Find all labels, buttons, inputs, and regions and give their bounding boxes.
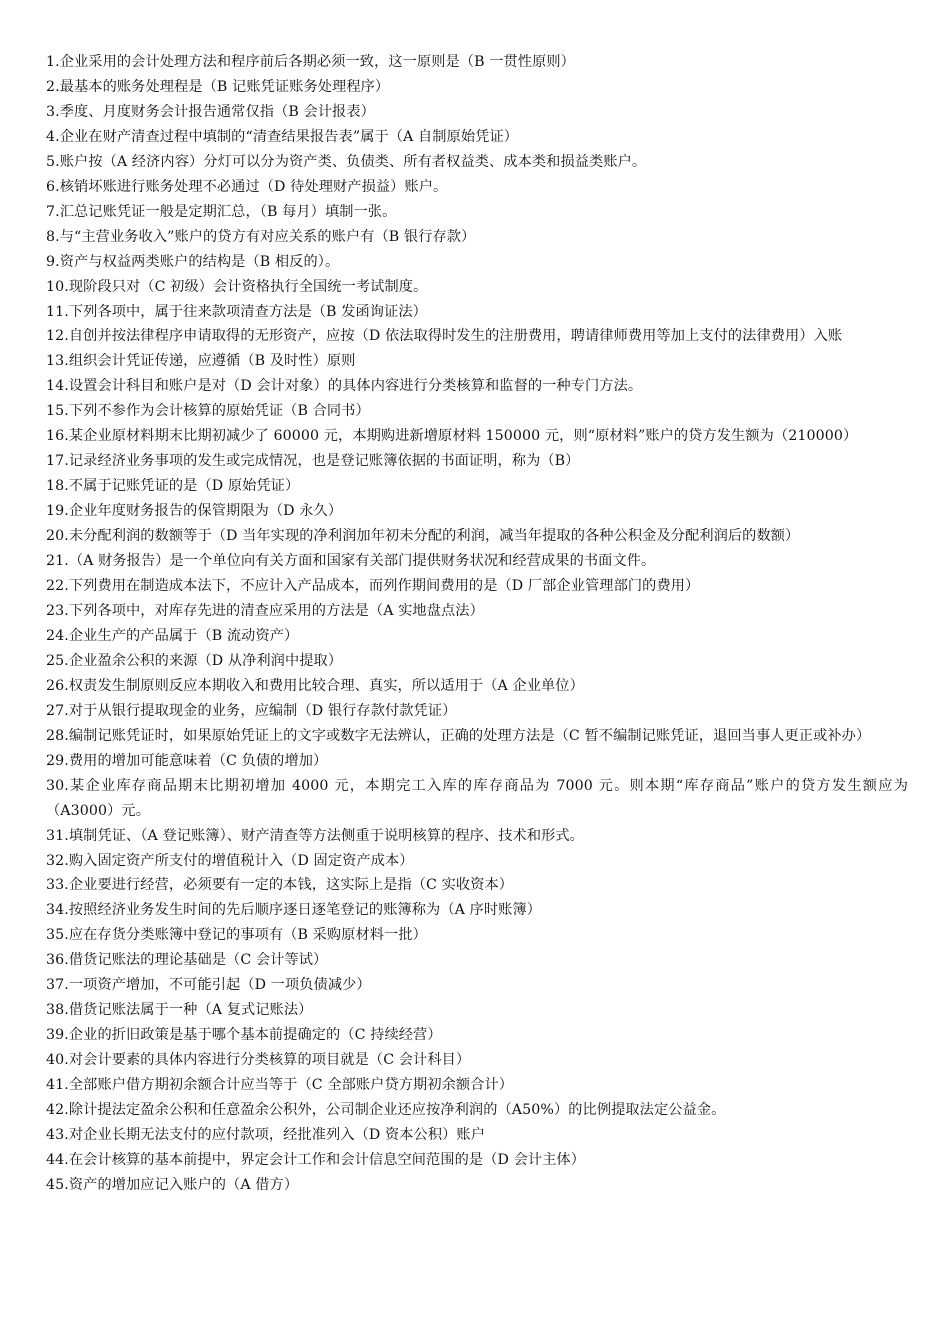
question-item: 11.下列各项中，属于往来款项清查方法是（B 发函询证法）	[46, 303, 427, 320]
question-item: 13.组织会计凭证传递，应遵循（B 及时性）原则	[46, 353, 356, 370]
question-item: 22.下列费用在制造成本法下，不应计入产品成本，而列作期间费用的是（D 厂部企业管理部门的费用）	[46, 578, 700, 595]
question-item: 12.自创并按法律程序申请取得的无形资产，应按（D 依法取得时发生的注册费用，聘请律师费用等加上支付的法律费用）入账	[46, 328, 843, 345]
question-item: 44.在会计核算的基本前提中，界定会计工作和会计信息空间范围的是（D 会计主体）	[46, 1151, 586, 1168]
question-item: 27.对于从银行提取现金的业务，应编制（D 银行存款付款凭证）	[46, 702, 457, 719]
question-item: 15.下列不参作为会计核算的原始凭证（B 合同书）	[46, 403, 370, 420]
question-item: 9.资产与权益两类账户的结构是（B 相反的）。	[46, 253, 340, 270]
question-item: 25.企业盈余公积的来源（D 从净利润中提取）	[46, 652, 343, 669]
question-item: 42.除计提法定盈余公积和任意盈余公积外，公司制企业还应按净利润的（A50%）的比例提取法定公益金。	[46, 1102, 726, 1119]
question-item: 36.借货记账法的理论基础是（C 会计等试）	[46, 952, 328, 969]
question-item: 33.企业要进行经营，必须要有一定的本钱，这实际上是指（C 实收资本）	[46, 877, 514, 894]
question-item: 37.一项资产增加，不可能引起（D 一项负债减少）	[46, 977, 371, 994]
question-list	[46, 50, 908, 1198]
question-item: 34.按照经济业务发生时间的先后顺序逐日逐笔登记的账簿称为（A 序时账簿）	[46, 902, 542, 919]
question-item: 7.汇总记账凭证一般是定期汇总，（B 每月）填制一张。	[46, 203, 397, 220]
question-item: 40.对会计要素的具体内容进行分类核算的项目就是（C 会计科目）	[46, 1052, 471, 1069]
question-item: 17.记录经济业务事项的发生或完成情况，也是登记账簿依据的书面证明，称为（B）	[46, 453, 580, 470]
question-item: 24.企业生产的产品属于（B 流动资产）	[46, 627, 299, 644]
question-item: 19.企业年度财务报告的保管期限为（D 永久）	[46, 503, 343, 520]
question-item: 38.借货记账法属于一种（A 复式记账法）	[46, 1002, 313, 1019]
question-item: 21.（A 财务报告）是一个单位向有关方面和国家有关部门提供财务状况和经营成果的书面文件。	[46, 553, 656, 570]
question-item: 5.账户按（A 经济内容）分灯可以分为资产类、负债类、所有者权益类、成本类和损益类账户。	[46, 153, 647, 170]
question-item: 18.不属于记账凭证的是（D 原始凭证）	[46, 478, 300, 495]
question-item: 20.未分配利润的数额等于（D 当年实现的净利润加年初未分配的利润，减当年提取的各种公积金及分配利润后的数额）	[46, 528, 800, 545]
question-item: 29.费用的增加可能意味着（C 负债的增加）	[46, 752, 328, 769]
question-item: 1.企业采用的会计处理方法和程序前后各期必须一致，这一原则是（B 一贯性原则）	[46, 54, 575, 70]
question-item: 35.应在存货分类账簿中登记的事项有（B 采购原材料一批）	[46, 927, 427, 944]
question-item: 23.下列各项中，对库存先进的清查应采用的方法是（A 实地盘点法）	[46, 602, 484, 619]
question-item: 8.与“主营业务收入”账户的贷方有对应关系的账户有（B 银行存款）	[46, 228, 476, 245]
question-item: 4.企业在财产清查过程中填制的“清查结果报告表”属于（A 自制原始凭证）	[46, 128, 519, 145]
question-item: 30.某企业库存商品期末比期初增加 4000 元，本期完工入库的库存商品为 7000 元。则本期“库存商品”账户的贷方发生额应为（A3000）元。	[46, 777, 908, 819]
question-item: 45.资产的增加应记入账户的（A 借方）	[46, 1176, 299, 1193]
question-item: 32.购入固定资产所支付的增值税计入（D 固定资产成本）	[46, 852, 414, 869]
question-item: 39.企业的折旧政策是基于哪个基本前提确定的（C 持续经营）	[46, 1027, 442, 1044]
question-item: 43.对企业长期无法支付的应付款项，经批准列入（D 资本公积）账户	[46, 1126, 485, 1143]
question-item: 26.权责发生制原则反应本期收入和费用比较合理、真实，所以适用于（A 企业单位）	[46, 677, 584, 694]
question-item: 41.全部账户借方期初余额合计应当等于（C 全部账户贷方期初余额合计）	[46, 1077, 514, 1094]
question-item: 31.填制凭证、（A 登记账簿）、财产清查等方法侧重于说明核算的程序、技术和形式。	[46, 827, 584, 844]
question-item: 2.最基本的账务处理程是（B 记账凭证账务处理程序）	[46, 78, 390, 95]
question-item: 6.核销坏账进行账务处理不必通过（D 待处理财产损益）账户。	[46, 178, 448, 195]
question-item: 16.某企业原材料期末比期初减少了 60000 元，本期购进新增原材料 150000 元，则“原材料”账户的贷方发生额为（210000）	[46, 428, 858, 445]
question-item: 3.季度、月度财务会计报告通常仅指（B 会计报表）	[46, 103, 375, 120]
question-item: 28.编制记账凭证时，如果原始凭证上的文字或数字无法辨认，正确的处理方法是（C 暂不编制记账凭证，退回当事人更正或补办）	[46, 727, 871, 744]
question-item: 10.现阶段只对（C 初级）会计资格执行全国统一考试制度。	[46, 278, 428, 295]
question-item: 14.设置会计科目和账户是对（D 会计对象）的具体内容进行分类核算和监督的一种专门方法。	[46, 378, 643, 395]
